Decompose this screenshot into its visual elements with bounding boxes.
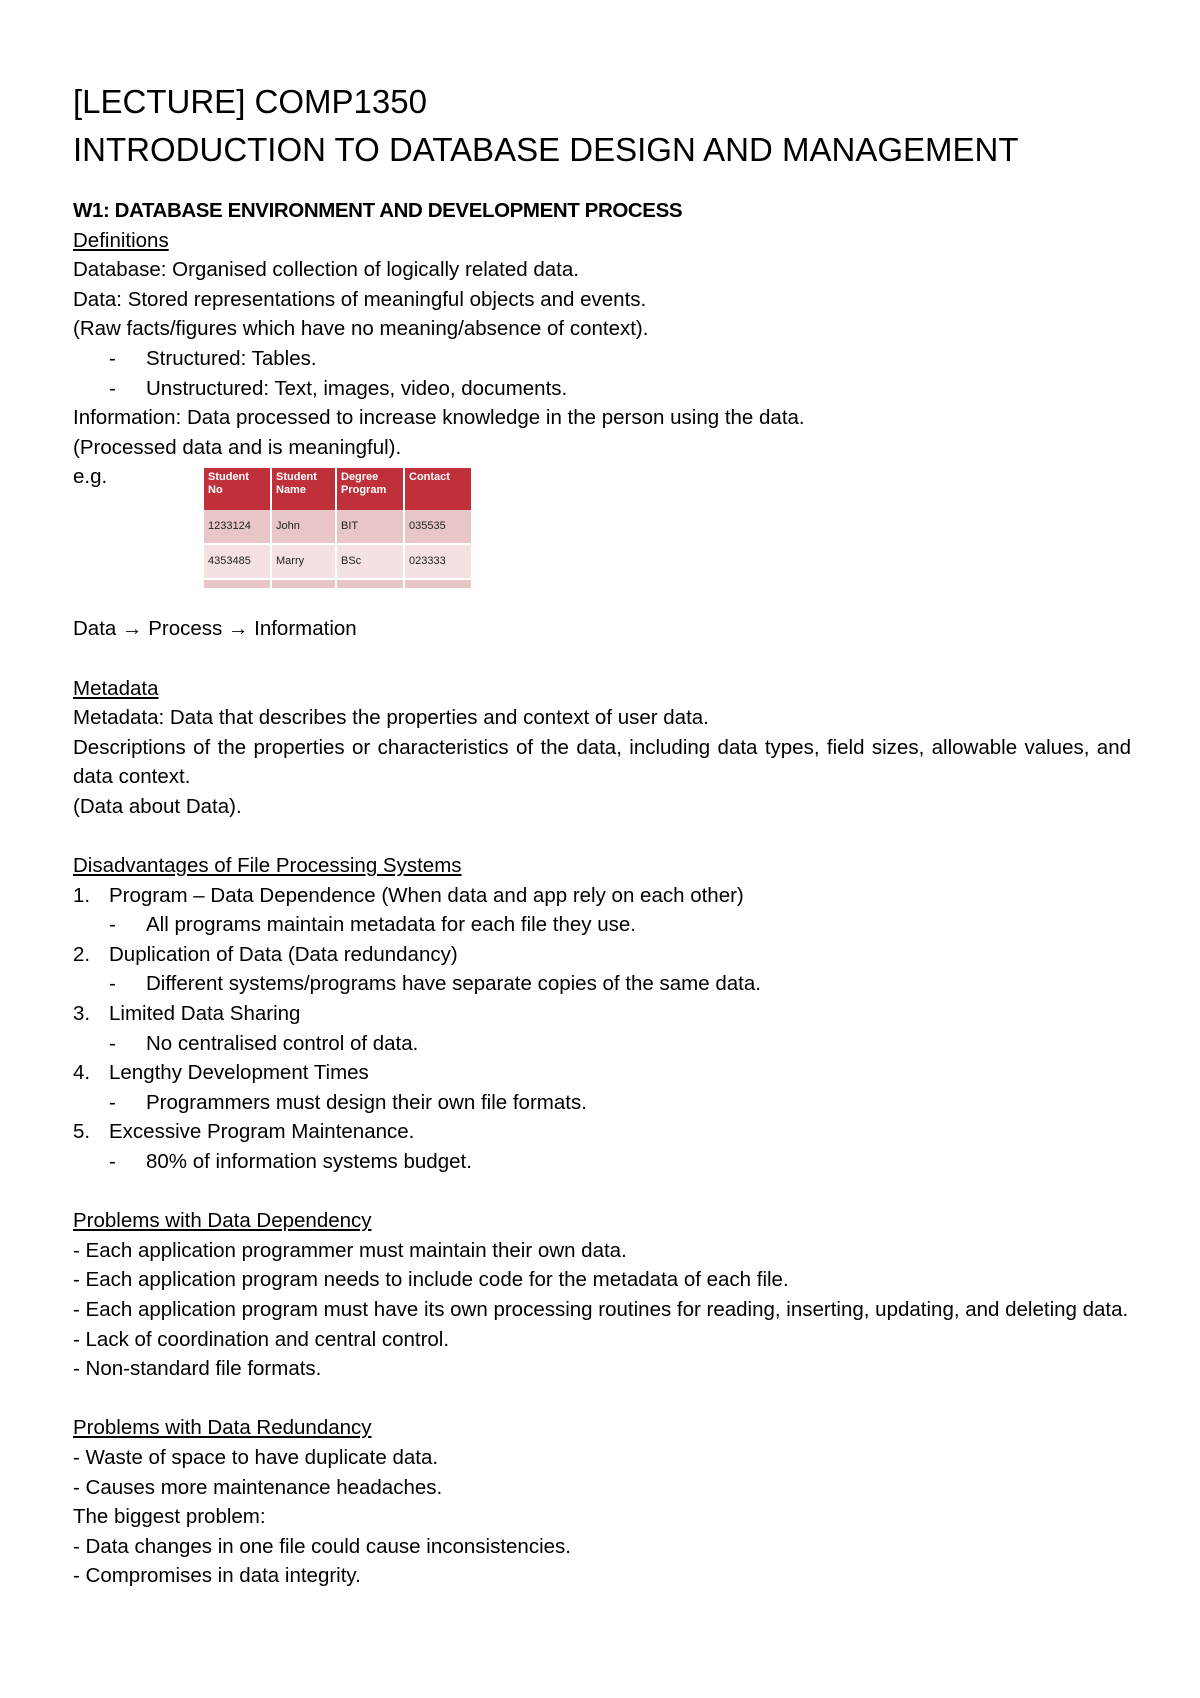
- redundancy-item: - Waste of space to have duplicate data.: [73, 1445, 439, 1469]
- dependency-item: - Each application program must have its own processing routines for reading, inserting, updating, and deleting data.: [73, 1298, 1129, 1321]
- information-note: (Processed data and is meaningful).: [73, 435, 402, 459]
- example-block: [73, 462, 1131, 614]
- dependency-item: - Each application program needs to include code for the metadata of each file.: [73, 1268, 789, 1292]
- data-flow-line: Data → Process → Information: [73, 617, 357, 641]
- list-subitem: - No centralised control of data.: [73, 1029, 1131, 1059]
- metadata-description: Descriptions of the properties or characteristics of the data, including data types, field sizes, allowable values, and data context.: [73, 735, 1131, 789]
- table-cell: John: [271, 510, 336, 544]
- table-cell: 023333: [404, 544, 472, 579]
- table-header-row: [204, 468, 472, 510]
- redundancy-item: - Data changes in one file could cause inconsistencies.: [73, 1534, 571, 1558]
- dependency-item: - Lack of coordination and central control.: [73, 1327, 450, 1351]
- list-item: 5. Excessive Program Maintenance.: [73, 1120, 415, 1144]
- biggest-problem-label: The biggest problem:: [73, 1505, 266, 1529]
- dependency-title: Problems with Data Dependency: [73, 1209, 372, 1233]
- course-name-title: INTRODUCTION TO DATABASE DESIGN AND MANAGEMENT: [73, 131, 1019, 168]
- data-note: (Raw facts/figures which have no meaning/absence of context).: [73, 317, 649, 341]
- table-cell: 1233124: [204, 510, 271, 544]
- table-row-empty: [204, 579, 472, 589]
- information-definition: Information: Data processed to increase knowledge in the person using the data.: [73, 406, 805, 430]
- metadata-title: Metadata: [73, 676, 159, 700]
- table-cell: BSc: [336, 544, 404, 579]
- list-subitem: - All programs maintain metadata for each file they use.: [73, 910, 1131, 940]
- list-item: 3. Limited Data Sharing: [73, 1002, 301, 1026]
- list-item: 4. Lengthy Development Times: [73, 1061, 369, 1085]
- list-subitem: - Programmers must design their own file formats.: [73, 1088, 1131, 1118]
- column-header-student-no: Student No: [204, 468, 271, 510]
- dependency-item: - Non-standard file formats.: [73, 1357, 322, 1381]
- course-code-title: [LECTURE] COMP1350: [73, 83, 427, 120]
- metadata-note: (Data about Data).: [73, 794, 242, 818]
- dependency-item: - Each application programmer must maintain their own data.: [73, 1238, 627, 1262]
- list-subitem: - 80% of information systems budget.: [73, 1147, 1131, 1177]
- table-cell: 4353485: [204, 544, 271, 579]
- list-subitem: - Different systems/programs have separate copies of the same data.: [73, 969, 1131, 999]
- data-definition: Data: Stored representations of meaningful objects and events.: [73, 287, 647, 311]
- metadata-definition: Metadata: Data that describes the properties and context of user data.: [73, 706, 709, 730]
- table-cell: 035535: [404, 510, 472, 544]
- structured-item: - Structured: Tables.: [73, 344, 1131, 374]
- table-cell: Marry: [271, 544, 336, 579]
- table-cell: BIT: [336, 510, 404, 544]
- redundancy-item: - Causes more maintenance headaches.: [73, 1475, 443, 1499]
- list-item: 2. Duplication of Data (Data redundancy): [73, 942, 458, 966]
- list-item: 1. Program – Data Dependence (When data and app rely on each other): [73, 883, 744, 907]
- definitions-title: Definitions: [73, 228, 169, 252]
- document-content: [73, 78, 1131, 1591]
- column-header-degree-program: Degree Program: [336, 468, 404, 510]
- redundancy-item: - Compromises in data integrity.: [73, 1564, 361, 1588]
- example-label: e.g.: [73, 465, 108, 489]
- sample-student-table: [204, 468, 473, 590]
- redundancy-title: Problems with Data Redundancy: [73, 1416, 372, 1440]
- column-header-student-name: Student Name: [271, 468, 336, 510]
- database-definition: Database: Organised collection of logically related data.: [73, 258, 579, 282]
- unstructured-item: - Unstructured: Text, images, video, documents.: [73, 374, 1131, 404]
- table-row: [204, 510, 472, 544]
- week-heading: W1: DATABASE ENVIRONMENT AND DEVELOPMENT PROCESS: [73, 199, 683, 222]
- disadvantages-title: Disadvantages of File Processing Systems: [73, 854, 462, 878]
- table-row: [204, 544, 472, 579]
- column-header-contact: Contact: [404, 468, 472, 510]
